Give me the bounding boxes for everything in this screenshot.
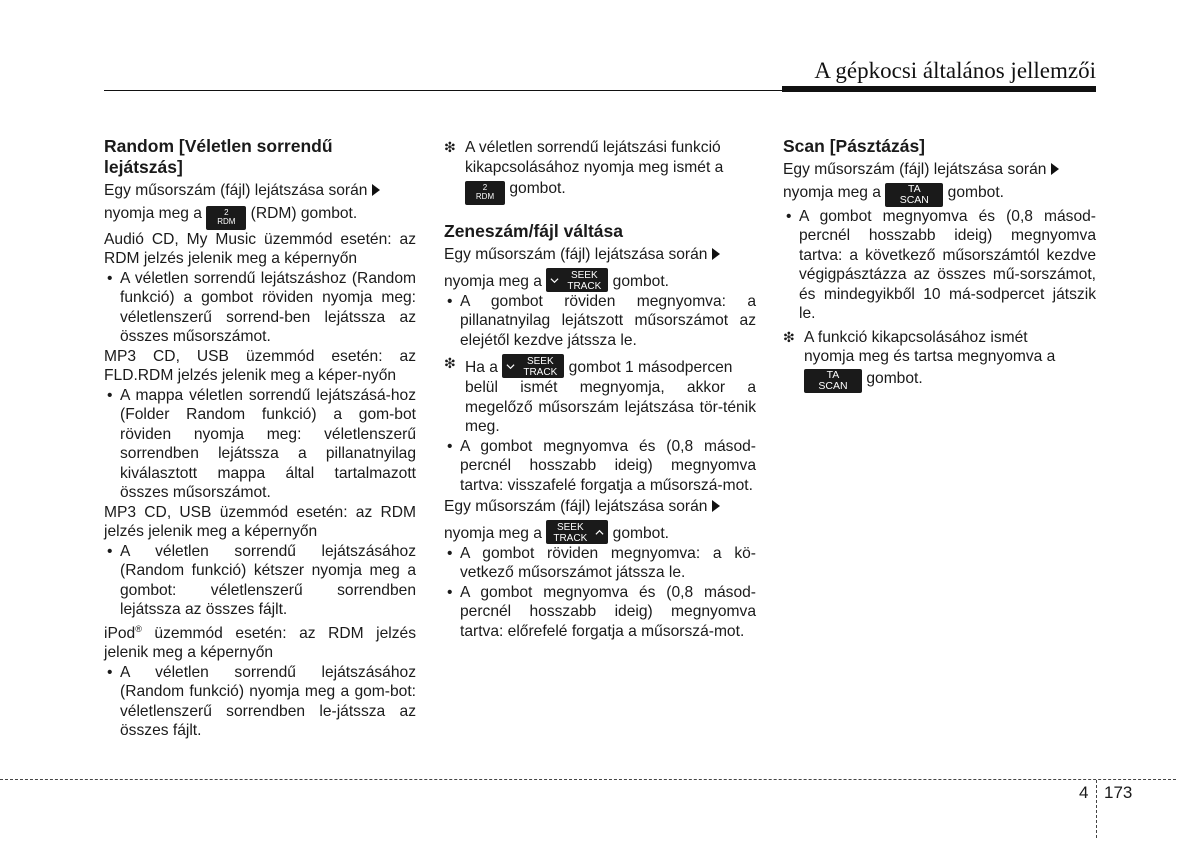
list-item: • A véletlen sorrendű lejátszáshoz (Random funkció) a gombot röviden nyomja meg: véletlenszerű sorrend-ben lejátssza az összes műsorszámot.	[107, 269, 416, 345]
seek-track-down-button-icon: SEEK TRACK	[502, 354, 564, 378]
column-scan	[783, 136, 1096, 393]
ta-scan-button-icon: TA SCAN	[804, 369, 862, 393]
list-item: • A gombot megnyomva és (0,8 másod-percnél hosszabb ideig) megnyomva tartva: előrefelé forgatja a műsorszá-mot.	[447, 583, 756, 640]
chevron-down-icon	[506, 362, 515, 371]
list-item: • A véletlen sorrendű lejátszásához (Random funkció) nyomja meg a gom-bot: véletlenszerű sorrendben le-játssza az összes fájlt.	[107, 663, 416, 740]
note-mark-icon: ❇	[783, 328, 795, 345]
section-heading-random: Random [Véletlen sorrendű lejátszás]	[104, 136, 333, 177]
section-heading-scan: Scan [Pásztázás]	[783, 136, 926, 156]
paragraph-mp3-folder: MP3 CD, USB üzemmód esetén: az FLD.RDM jelzés jelenik meg a képer-nyőn	[104, 347, 416, 384]
intro-line: Egy műsorszám (fájl) lejátszása során	[444, 245, 756, 265]
list-item: • A gombot röviden megnyomva: a kö-vetkező műsorszámot játssza le.	[447, 544, 756, 581]
page-number: 173	[1104, 783, 1133, 802]
page-header-title: A gépkocsi általános jellemzői	[814, 58, 1096, 83]
play-triangle-icon	[372, 184, 380, 196]
list-item: • A gombot megnyomva és (0,8 másod-percnél hosszabb ideig) megnyomva tartva: visszafelé forgatja a műsorszá-mot.	[447, 437, 756, 494]
play-triangle-icon	[1051, 163, 1059, 175]
ta-scan-button-icon: TA SCAN	[885, 183, 943, 207]
footer-dashed-rule	[0, 779, 1176, 780]
intro-line-button: nyomja meg a SEEK TRACK gombot.	[444, 521, 669, 544]
seek-track-down-button-icon: SEEK TRACK	[546, 268, 608, 292]
intro-line: Egy műsorszám (fájl) lejátszása során	[104, 181, 416, 201]
note-scan-off: ❇ A funkció kikapcsolásához ismét nyomja meg és tartsa megnyomva a TA SCAN gombot.	[783, 328, 1056, 392]
column-track-change	[444, 138, 756, 641]
note-random-off: ❇ A véletlen sorrendű lejátszási funkció kikapcsolásához nyomja meg ismét a 2 RDM gombot.	[444, 138, 756, 205]
intro-line-button: nyomja meg a 2 RDM (RDM) gombot.	[104, 204, 416, 230]
section-heading-track: Zeneszám/fájl váltása	[444, 221, 623, 241]
seek-track-up-button-icon: SEEK TRACK	[546, 520, 608, 544]
play-triangle-icon	[712, 500, 720, 512]
rdm-button-icon: 2 RDM	[206, 206, 246, 230]
note-mark-icon: ❇	[444, 139, 456, 155]
paragraph-audio-cd: Audió CD, My Music üzemmód esetén: az RDM jelzés jelenik meg a képernyőn	[104, 230, 416, 267]
list-item: • A gombot megnyomva és (0,8 másod-percnél hosszabb ideig) megnyomva tartva: a következő műsorszámtól kezdve végigpásztázza az összes mű-sorszámot, és mindegyikből 10 má-sodpercet játszik le.	[786, 207, 1096, 322]
intro-line-button: nyomja meg a TA SCAN gombot.	[783, 182, 1004, 206]
play-triangle-icon	[712, 248, 720, 260]
paragraph-mp3-rdm: MP3 CD, USB üzemmód esetén: az RDM jelzés jelenik meg a képernyőn	[104, 503, 416, 540]
note-previous-track: ❇ Ha a SEEK TRACK gombot 1 másodpercen belül ismét megnyomja, akkor a megelőző műsorszám lejátszása tör-ténik meg.	[444, 355, 756, 435]
list-item: • A gombot röviden megnyomva: a pillanatnyilag lejátszott műsorszámot az elejétől kezdve játssza le.	[447, 292, 756, 349]
intro-line: Egy műsorszám (fájl) lejátszása során	[783, 160, 1096, 180]
rdm-button-icon: 2 RDM	[465, 181, 505, 205]
note-mark-icon: ❇	[444, 355, 456, 371]
list-item: • A mappa véletlen sorrendű lejátszásá-hoz (Folder Random funkció) a gom-bot röviden nyomja meg: véletlenszerű sorrendben lejátssza a pillanatnyilag kiválasztott mappa által tartalmazott összes műsorszámot.	[107, 386, 416, 501]
column-random	[104, 136, 416, 741]
chevron-up-icon	[595, 528, 604, 537]
intro-line: Egy műsorszám (fájl) lejátszása során	[444, 497, 756, 517]
paragraph-ipod: iPod® üzemmód esetén: az RDM jelzés jelenik meg a képernyőn	[104, 623, 416, 662]
chevron-down-icon	[550, 276, 559, 285]
list-item: • A véletlen sorrendű lejátszásához (Random funkció) kétszer nyomja meg a gombot: véletlenszerű sorrendben lejátssza az összes fájlt.	[107, 542, 416, 618]
intro-line-button: nyomja meg a SEEK TRACK gombot.	[444, 269, 669, 292]
header-rule-accent	[782, 86, 1096, 92]
chapter-number: 4	[1079, 783, 1089, 802]
footer-dashed-divider	[1096, 780, 1097, 838]
